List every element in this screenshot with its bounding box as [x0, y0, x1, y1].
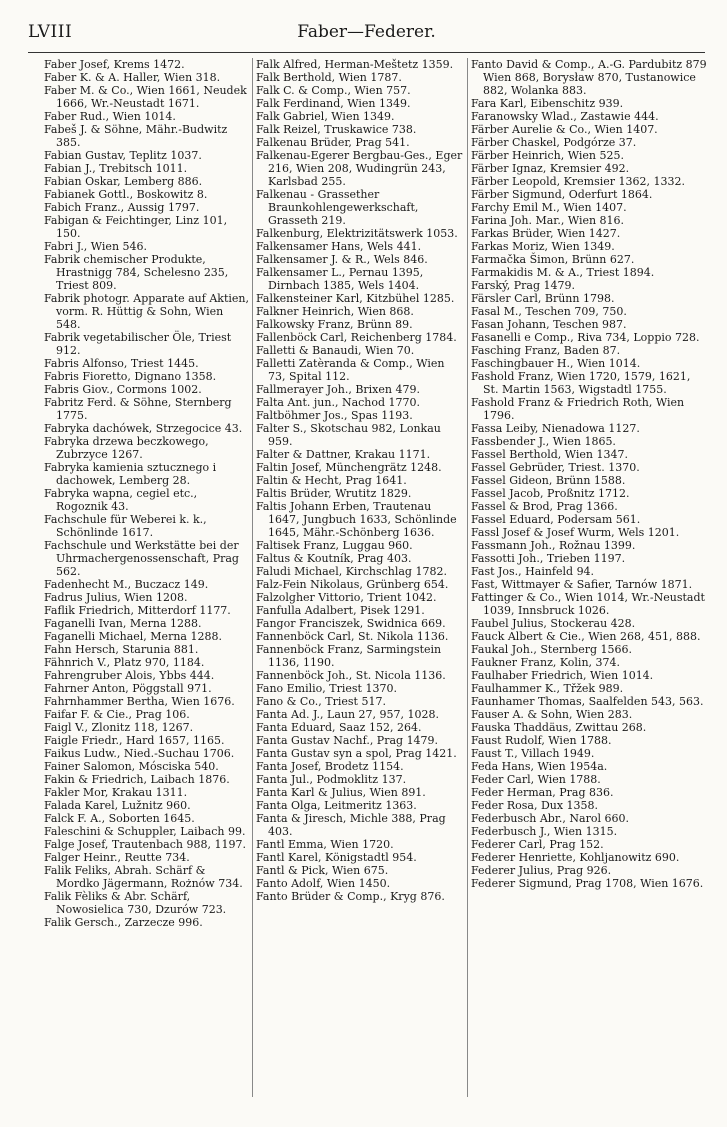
directory-entry: Fano & Co., Triest 517. [256, 695, 386, 708]
directory-entry: Fachschule für Weberei k. k., Schönlinde 1617. [44, 513, 207, 539]
directory-entry: Farina Joh. Mar., Wien 816. [471, 214, 625, 227]
directory-entry: Färber Chaskel, Podgórze 37. [471, 136, 637, 149]
directory-entry: Falta Ant. jun., Nachod 1770. [256, 396, 421, 409]
column-2 [256, 58, 465, 1109]
directory-entry: Fanto Adolf, Wien 1450. [256, 877, 391, 890]
directory-entry: Fauska Thaddäus, Zwittau 268. [471, 721, 647, 734]
directory-entry: Faust Rudolf, Wien 1788. [471, 734, 612, 747]
directory-entry: Fannenböck Franz, Sarmingstein 1136, 1190. [256, 643, 442, 669]
directory-entry: Fachschule und Werkstätte bei der Uhrmachergenossenschaft, Prag 562. [44, 539, 239, 578]
directory-entry: Falkensamer Hans, Wels 441. [256, 240, 422, 253]
directory-entry: Faubel Julius, Stockerau 428. [471, 617, 636, 630]
directory-entry: Fabrik photogr. Apparate auf Aktien, vorm. R. Hüttig & Sohn, Wien 548. [44, 292, 249, 331]
directory-entry: Farmakidis M. & A., Triest 1894. [471, 266, 655, 279]
directory-entry: Fahrner Anton, Pöggstall 971. [44, 682, 212, 695]
directory-entry: Faschingbauer H., Wien 1014. [471, 357, 641, 370]
directory-entry: Fashold Franz & Friedrich Roth, Wien 1796. [471, 396, 685, 422]
directory-entry: Falk Berthold, Wien 1787. [256, 71, 402, 84]
directory-entry: Fanta Josef, Brodetz 1154. [256, 760, 404, 773]
directory-entry: Falik Gersch., Zarzecze 996. [44, 916, 203, 929]
directory-entry: Fassa Leiby, Nienadowa 1127. [471, 422, 640, 435]
directory-entry: Falkenau-Egerer Bergbau-Ges., Eger 216, Wien 208, Wudingrün 243, Karlsbad 255. [256, 149, 463, 188]
directory-entry: Faganelli Ivan, Merna 1288. [44, 617, 202, 630]
directory-entry: Falkowsky Franz, Brünn 89. [256, 318, 413, 331]
directory-entry: Fanto Brüder & Comp., Kryg 876. [256, 890, 445, 903]
directory-entry: Fanta Ad. J., Laun 27, 957, 1028. [256, 708, 440, 721]
directory-entry: Farmačka Šimon, Brünn 627. [471, 253, 635, 266]
directory-entry: Fabri J., Wien 546. [44, 240, 148, 253]
directory-entry: Fakler Mor, Krakau 1311. [44, 786, 188, 799]
directory-entry: Fassotti Joh., Trieben 1197. [471, 552, 626, 565]
directory-entry: Färsler Carl, Brünn 1798. [471, 292, 615, 305]
directory-entry: Fallenböck Carl, Reichenberg 1784. [256, 331, 457, 344]
directory-entry: Fano Emilio, Triest 1370. [256, 682, 397, 695]
directory-entry: Fanto David & Comp., A.-G. Pardubitz 879 Wien 868, Borysław 870, Tustanowice 882, Wolanka 883. [471, 58, 707, 97]
directory-entry: Fabritz Ferd. & Söhne, Sternberg 1775. [44, 396, 232, 422]
directory-entry: Fast, Wittmayer & Safier, Tarnów 1871. [471, 578, 693, 591]
directory-entry: Fantl & Pick, Wien 675. [256, 864, 389, 877]
header-rule [28, 52, 705, 53]
running-title: Faber—Federer. [297, 22, 436, 42]
directory-entry: Fasanelli e Comp., Riva 734, Loppio 728. [471, 331, 700, 344]
directory-entry: Falk Gabriel, Wien 1349. [256, 110, 395, 123]
directory-entry: Falletti Zatèranda & Comp., Wien 73, Spital 112. [256, 357, 445, 383]
directory-entry: Faflik Friedrich, Mitterdorf 1177. [44, 604, 231, 617]
directory-entry: Färber Aurelie & Co., Wien 1407. [471, 123, 658, 136]
directory-entry: Fara Karl, Eibenschitz 939. [471, 97, 624, 110]
directory-entry: Federbusch Abr., Narol 660. [471, 812, 629, 825]
directory-entry: Fanta Karl & Julius, Wien 891. [256, 786, 426, 799]
directory-entry: Falkenau - Grassether Braunkohlengewerkschaft, Grasseth 219. [256, 188, 419, 227]
directory-entry: Fassl Josef & Josef Wurm, Wels 1201. [471, 526, 680, 539]
directory-entry: Fabrik vegetabilischer Öle, Triest 912. [44, 331, 232, 357]
directory-entry: Falik Feliks, Abrah. Schärf & Mordko Jägermann, Rożnów 734. [44, 864, 243, 890]
directory-entry: Fabryka drzewa beczkowego, Zubrzyce 1267. [44, 435, 209, 461]
directory-entry: Fabeš J. & Söhne, Mähr.-Budwitz 385. [44, 123, 228, 149]
directory-entry: Fakin & Friedrich, Laibach 1876. [44, 773, 230, 786]
directory-entry: Falter S., Skotschau 982, Lonkau 959. [256, 422, 441, 448]
column-1 [44, 58, 250, 1109]
directory-entry: Fabris Fioretto, Dignano 1358. [44, 370, 217, 383]
directory-entry: Fasching Franz, Baden 87. [471, 344, 621, 357]
page-header [28, 22, 705, 46]
directory-entry: Falada Karel, Lužnitz 960. [44, 799, 191, 812]
directory-entry: Fassmann Joh., Rožnau 1399. [471, 539, 636, 552]
directory-entry: Falkenau Brüder, Prag 541. [256, 136, 410, 149]
directory-entry: Fassel Gebrüder, Triest. 1370. [471, 461, 640, 474]
directory-entry: Fanta Gustav syn a spol, Prag 1421. [256, 747, 457, 760]
page-number: LVIII [28, 22, 73, 42]
directory-entry: Fahrengruber Alois, Ybbs 444. [44, 669, 215, 682]
directory-entry: Fauck Albert & Cie., Wien 268, 451, 888. [471, 630, 701, 643]
directory-entry: Faunhamer Thomas, Saalfelden 543, 563. [471, 695, 704, 708]
directory-entry: Faltin Josef, Münchengrätz 1248. [256, 461, 442, 474]
directory-entry: Färber Heinrich, Wien 525. [471, 149, 624, 162]
directory-entry: Falkenburg, Elektrizitätswerk 1053. [256, 227, 458, 240]
directory-entry: Faltin & Hecht, Prag 1641. [256, 474, 407, 487]
directory-entry: Faigle Friedr., Hard 1657, 1165. [44, 734, 225, 747]
directory-entry: Fannenböck Joh., St. Nicola 1136. [256, 669, 446, 682]
directory-entry: Fasan Johann, Teschen 987. [471, 318, 627, 331]
directory-entry: Fassel & Brod, Prag 1366. [471, 500, 618, 513]
directory-entry: Falz-Fein Nikolaus, Grünberg 654. [256, 578, 449, 591]
directory-entry: Fast Jos., Hainfeld 94. [471, 565, 595, 578]
directory-entry: Faukal Joh., Sternberg 1566. [471, 643, 633, 656]
directory-entry: Falkensamer J. & R., Wels 846. [256, 253, 428, 266]
directory-entry: Fashold Franz, Wien 1720, 1579, 1621, St. Martin 1563, Wigstadtl 1755. [471, 370, 691, 396]
directory-entry: Falk Ferdinand, Wien 1349. [256, 97, 411, 110]
directory-entry: Faber Rud., Wien 1014. [44, 110, 176, 123]
directory-entry: Faltböhmer Jos., Spas 1193. [256, 409, 413, 422]
directory-entry: Faber Josef, Krems 1472. [44, 58, 185, 71]
column-3 [471, 58, 709, 1109]
directory-entry: Faltis Johann Erben, Trautenau 1647, Jungbuch 1633, Schönlinde 1645, Mähr.-Schönberg 1636. [256, 500, 457, 539]
directory-entry: Feder Carl, Wien 1788. [471, 773, 601, 786]
directory-entry: Falzolgher Vittorio, Trient 1042. [256, 591, 437, 604]
directory-entry: Falck F. A., Soborten 1645. [44, 812, 195, 825]
directory-entry: Fangor Franciszek, Swidnica 669. [256, 617, 446, 630]
directory-entry: Faulhaber Friedrich, Wien 1014. [471, 669, 654, 682]
directory-entry: Falkner Heinrich, Wien 868. [256, 305, 414, 318]
directory-entry: Fasal M., Teschen 709, 750. [471, 305, 627, 318]
directory-entry: Fassbender J., Wien 1865. [471, 435, 616, 448]
directory-entry: Faltisek Franz, Luggau 960. [256, 539, 413, 552]
column-divider [467, 58, 468, 1097]
directory-entry: Feda Hans, Wien 1954a. [471, 760, 608, 773]
directory-entry: Fanfulla Adalbert, Pisek 1291. [256, 604, 425, 617]
directory-entry: Federer Carl, Prag 152. [471, 838, 604, 851]
directory-entry: Fabian J., Trebitsch 1011. [44, 162, 188, 175]
directory-entry: Fabryka wapna, cegiel etc., Rogoznik 43. [44, 487, 198, 513]
directory-entry: Fassel Gideon, Brünn 1588. [471, 474, 626, 487]
directory-entry: Faber M. & Co., Wien 1661, Neudek 1666, Wr.-Neustadt 1671. [44, 84, 247, 110]
directory-entry: Färber Ignaz, Kremsier 492. [471, 162, 630, 175]
directory-entry: Fabianek Gottl., Boskowitz 8. [44, 188, 208, 201]
directory-entry: Federer Julius, Prag 926. [471, 864, 612, 877]
directory-entry: Färber Leopold, Kremsier 1362, 1332. [471, 175, 685, 188]
directory-entry: Faifar F. & Cie., Prag 106. [44, 708, 190, 721]
directory-entry: Fanta & Jiresch, Michle 388, Prag 403. [256, 812, 446, 838]
directory-entry: Fauser A. & Sohn, Wien 283. [471, 708, 633, 721]
directory-entry: Fainer Salomon, Mósciska 540. [44, 760, 219, 773]
directory-entry: Farkas Moriz, Wien 1349. [471, 240, 615, 253]
directory-entry: Faranowsky Wlad., Zastawie 444. [471, 110, 659, 123]
directory-entry: Fantl Karel, Königstadtl 954. [256, 851, 417, 864]
directory-entry: Fadenhecht M., Buczacz 149. [44, 578, 209, 591]
directory-entry: Falik Fèliks & Abr. Schärf, Nowosielica 730, Dzurów 723. [44, 890, 227, 916]
directory-entry: Fabigan & Feichtinger, Linz 101, 150. [44, 214, 228, 240]
directory-entry: Fallmerayer Joh., Brixen 479. [256, 383, 420, 396]
directory-entry: Fanta Eduard, Saaz 152, 264. [256, 721, 422, 734]
directory-entry: Falk C. & Comp., Wien 757. [256, 84, 411, 97]
directory-entry: Fadrus Julius, Wien 1208. [44, 591, 188, 604]
directory-entry: Federer Henriette, Kohljanowitz 690. [471, 851, 680, 864]
directory-entry: Falletti & Banaudi, Wien 70. [256, 344, 415, 357]
directory-entry: Fannenböck Carl, St. Nikola 1136. [256, 630, 449, 643]
directory-entry: Fassel Eduard, Podersam 561. [471, 513, 641, 526]
directory-entry: Federbusch J., Wien 1315. [471, 825, 618, 838]
column-divider [252, 58, 253, 1097]
directory-entry: Faludi Michael, Kirchschlag 1782. [256, 565, 447, 578]
directory-entry: Faltus & Koutník, Prag 403. [256, 552, 412, 565]
directory-entry: Fabrik chemischer Produkte, Hrastnigg 784, Schelesno 235, Triest 809. [44, 253, 229, 292]
directory-entry: Falk Reizel, Truskawice 738. [256, 123, 417, 136]
directory-entry: Farský, Prag 1479. [471, 279, 576, 292]
directory-entry: Faleschini & Schuppler, Laibach 99. [44, 825, 246, 838]
directory-entry: Fanta Olga, Leitmeritz 1363. [256, 799, 417, 812]
directory-entry: Feder Rosa, Dux 1358. [471, 799, 599, 812]
directory-entry: Fahn Hersch, Starunia 881. [44, 643, 199, 656]
directory-entry: Fattinger & Co., Wien 1014, Wr.-Neustadt 1039, Innsbruck 1026. [471, 591, 705, 617]
directory-entry: Faulhammer K., Třžek 989. [471, 682, 624, 695]
directory-entry: Fähnrich V., Platz 970, 1184. [44, 656, 205, 669]
directory-entry: Fabryka kamienia sztucznego i dachowek, Lemberg 28. [44, 461, 217, 487]
directory-entry: Fabian Oskar, Lemberg 886. [44, 175, 203, 188]
directory-entry: Färber Sigmund, Oderfurt 1864. [471, 188, 653, 201]
directory-entry: Fassel Berthold, Wien 1347. [471, 448, 629, 461]
directory-entry: Fahrnhammer Bertha, Wien 1676. [44, 695, 235, 708]
directory-entry: Farkas Brüder, Wien 1427. [471, 227, 621, 240]
directory-entry: Fabryka dachówek, Strzegocice 43. [44, 422, 243, 435]
directory-entry: Faikus Ludw., Nied.-Suchau 1706. [44, 747, 235, 760]
directory-entry: Falter & Dattner, Krakau 1171. [256, 448, 431, 461]
directory-entry: Falger Heinr., Reutte 734. [44, 851, 190, 864]
directory-entry: Falk Alfred, Herman-Meštetz 1359. [256, 58, 454, 71]
directory-entry: Falkensteiner Karl, Kitzbühel 1285. [256, 292, 455, 305]
directory-entry: Fabian Gustav, Teplitz 1037. [44, 149, 202, 162]
directory-entry: Falge Josef, Trautenbach 988, 1197. [44, 838, 246, 851]
directory-entry: Faukner Franz, Kolin, 374. [471, 656, 621, 669]
directory-entry: Fassel Jacob, Proßnitz 1712. [471, 487, 630, 500]
directory-entry: Fanta Jul., Podmoklitz 137. [256, 773, 407, 786]
directory-entry: Faber K. & A. Haller, Wien 318. [44, 71, 221, 84]
directory-entry: Fabris Alfonso, Triest 1445. [44, 357, 199, 370]
directory-entry: Falkensamer L., Pernau 1395, Dirnbach 1385, Wels 1404. [256, 266, 424, 292]
directory-entry: Faganelli Michael, Merna 1288. [44, 630, 222, 643]
directory-entry: Feder Herman, Prag 836. [471, 786, 614, 799]
directory-entry: Faltis Brüder, Wrutitz 1829. [256, 487, 412, 500]
directory-entry: Federer Sigmund, Prag 1708, Wien 1676. [471, 877, 704, 890]
directory-entry: Fanta Gustav Nachf., Prag 1479. [256, 734, 439, 747]
directory-entry: Faigl V., Zlonitz 118, 1267. [44, 721, 194, 734]
directory-entry: Farchy Emil M., Wien 1407. [471, 201, 627, 214]
directory-entry: Fabris Giov., Cormons 1002. [44, 383, 202, 396]
directory-entry: Fabich Franz., Aussig 1797. [44, 201, 200, 214]
directory-entry: Fantl Emma, Wien 1720. [256, 838, 394, 851]
directory-entry: Faust T., Villach 1949. [471, 747, 595, 760]
